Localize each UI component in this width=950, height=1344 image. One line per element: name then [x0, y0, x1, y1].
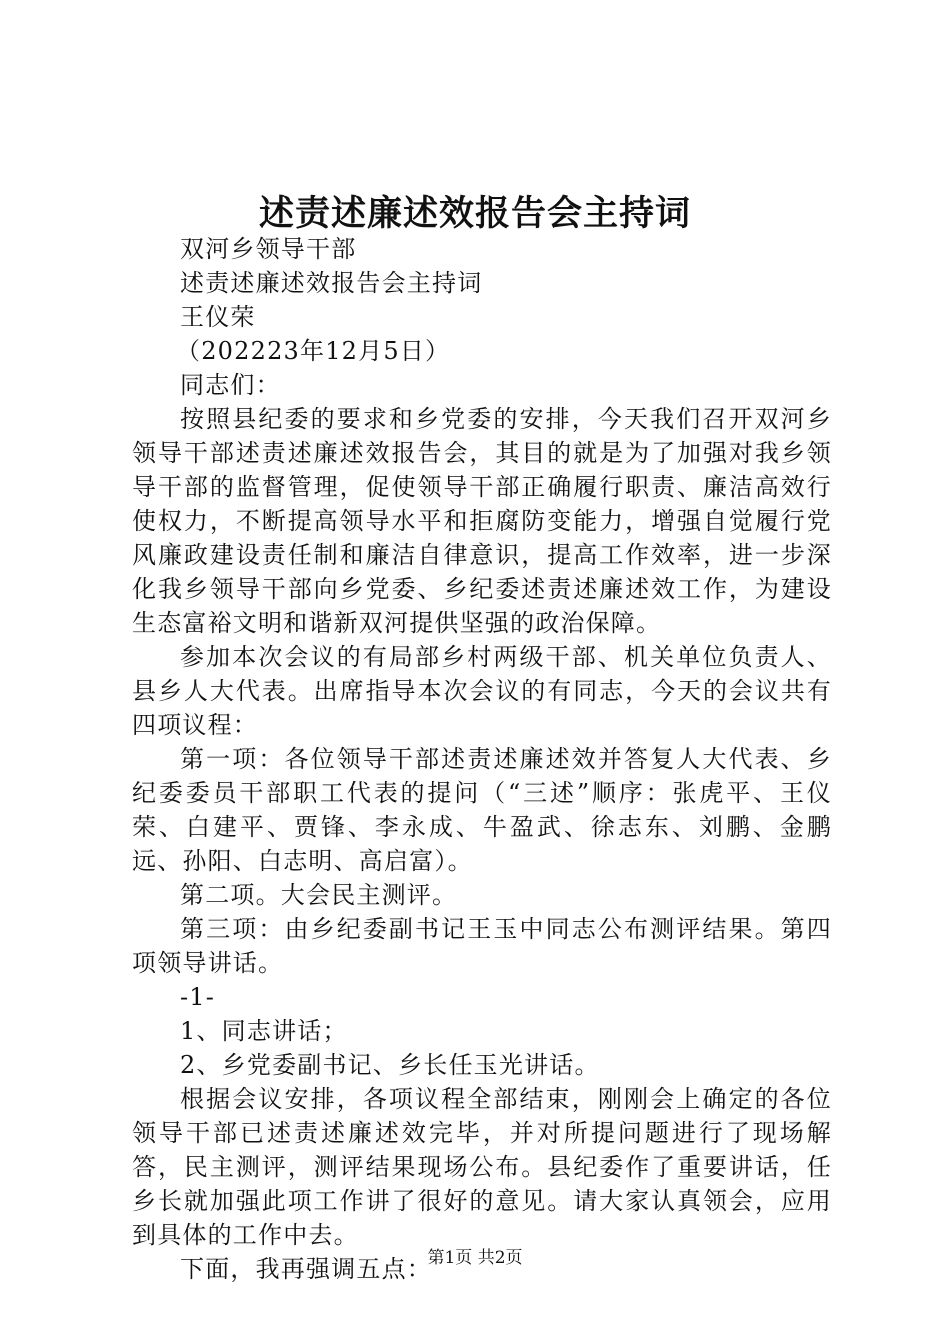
- paragraph: 第二项。大会民主测评。: [180, 881, 458, 909]
- paragraph: 参加本次会议的有局部乡村两级干部、机关单位负责人、县乡人大代表。出席指导本次会议的有同志，今天的会议共有四项议程：: [132, 643, 832, 739]
- paragraph: 王仪荣: [180, 303, 256, 331]
- inline-page-marker: -1-: [180, 983, 216, 1011]
- page-footer: 第1页 共2页: [427, 1248, 523, 1268]
- paragraph: 按照县纪委的要求和乡党委的安排，今天我们召开双河乡领导干部述责述廉述效报告会，其目的就是为了加强对我乡领导干部的监督管理，促使领导干部正确履行职责、廉洁高效行使权力，不断提高领导水平和拒腐防变能力，增强自觉履行党风廉政建设责任制和廉洁自律意识，提高工作效率，进一步深化我乡领导干部向乡党委、乡纪委述责述廉述效工作，为建设生态富裕文明和谐新双河提供坚强的政治保障。: [132, 405, 832, 637]
- document-title: 述责述廉述效报告会主持词: [258, 193, 691, 234]
- paragraph: 同志们：: [180, 371, 281, 399]
- paragraph: 述责述廉述效报告会主持词: [180, 269, 483, 297]
- paragraph: 双河乡领导干部: [180, 235, 357, 263]
- paragraph: 1、同志讲话；: [180, 1017, 348, 1045]
- paragraph: 根据会议安排，各项议程全部结束，刚刚会上确定的各位领导干部已述责述廉述效完毕，并对所提问题进行了现场解答，民主测评，测评结果现场公布。县纪委作了重要讲话，任乡长就加强此项工作讲了很好的意见。请大家认真领会，应用到具体的工作中去。: [132, 1085, 832, 1249]
- paragraph: 2、乡党委副书记、乡长任玉光讲话。: [180, 1051, 600, 1079]
- paragraph: 第一项：各位领导干部述责述廉述效并答复人大代表、乡纪委委员干部职工代表的提问（“三述”顺序：张虎平、王仪荣、白建平、贾锋、李永成、牛盈武、徐志东、刘鹏、金鹏远、孙阳、白志明、高启富）。: [132, 745, 832, 875]
- paragraph: 第三项：由乡纪委副书记王玉中同志公布测评结果。第四项领导讲话。: [132, 915, 832, 977]
- paragraph: （202223年12月5日）: [176, 337, 451, 365]
- paragraph: 下面，我再强调五点：: [180, 1255, 432, 1283]
- document-body: [132, 232, 832, 1286]
